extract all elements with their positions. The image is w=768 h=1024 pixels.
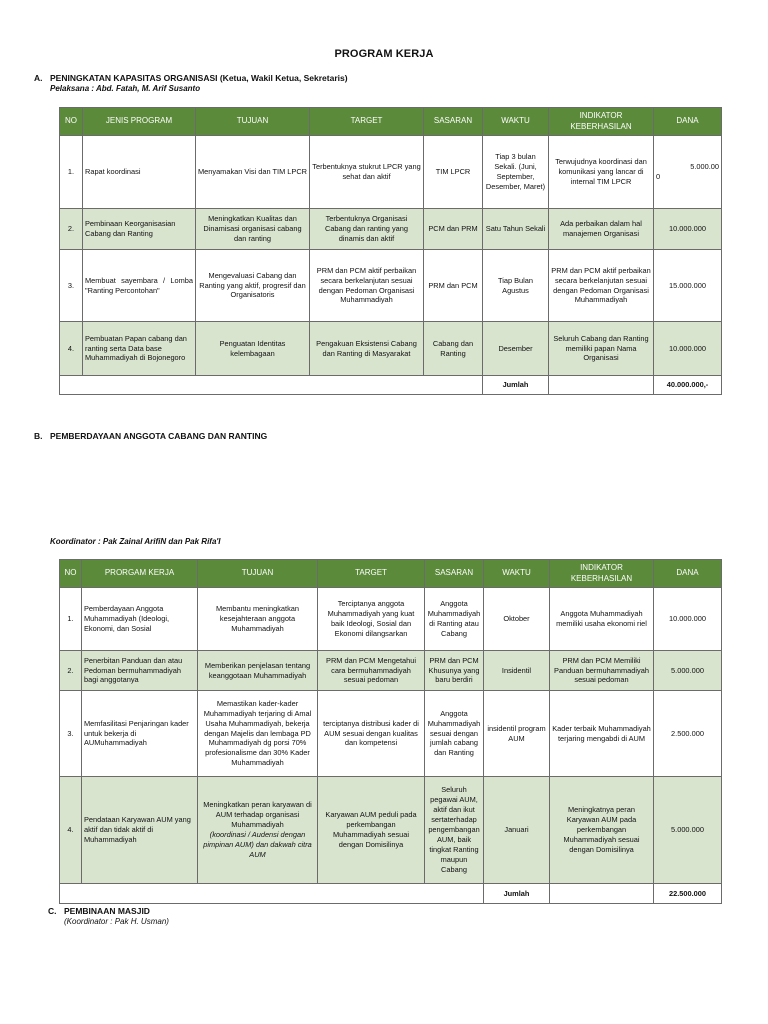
total-label: Jumlah xyxy=(483,376,549,395)
total-value: 22.500.000 xyxy=(654,884,722,904)
table-row xyxy=(60,209,722,250)
cell-waktu: Januari xyxy=(484,777,550,884)
cell-program: Pembinaan Keorganisasian Cabang dan Ranting xyxy=(83,209,196,250)
cell-target: Terciptanya anggota Muhammadiyah yang kuat baik Ideologi, Sosial dan Ekonomi dilangsarkan xyxy=(318,588,425,651)
cell-indikator: Kader terbaik Muhammadiyah terjaring mengabdi di AUM xyxy=(550,691,654,777)
cell-no: 3. xyxy=(60,691,82,777)
cell-tujuan: Membantu meningkatkan kesejahteraan anggota Muhammadiyah xyxy=(198,588,318,651)
header-waktu: WAKTU xyxy=(484,560,550,588)
header-waktu: WAKTU xyxy=(483,108,549,136)
header-program: JENIS PROGRAM xyxy=(83,108,196,136)
cell-indikator: Ada perbaikan dalam hal manajemen Organisasi xyxy=(549,209,654,250)
table-header-row xyxy=(60,108,722,136)
table-section-a xyxy=(59,107,722,395)
cell-no: 3. xyxy=(60,250,83,322)
total-value: 40.000.000,- xyxy=(654,376,722,395)
section-b-coordinator: Koordinator : Pak Zainal ArifiN dan Pak Rifa'I xyxy=(50,537,221,546)
header-sasaran: SASARAN xyxy=(424,108,483,136)
cell-program: Pemberdayaan Anggota Muhammadiyah (Ideologi, Ekonomi, dan Sosial xyxy=(82,588,198,651)
header-program: PRORGAM KERJA xyxy=(82,560,198,588)
cell-sasaran: PRM dan PCM Khusunya yang baru berdiri xyxy=(425,651,484,691)
cell-waktu: Satu Tahun Sekali xyxy=(483,209,549,250)
cell-program: Penerbitan Panduan dan atau Pedoman bermuhammadiyah bagi anggotanya xyxy=(82,651,198,691)
cell-program: Membuat sayembara / Lomba "Ranting Percontohan" xyxy=(83,250,196,322)
cell-waktu: Oktober xyxy=(484,588,550,651)
cell-program: Rapat koordinasi xyxy=(83,136,196,209)
cell-sasaran: Anggota Muhammadiyah sesuai dengan jumlah cabang dan Ranting xyxy=(425,691,484,777)
header-dana: DANA xyxy=(654,108,722,136)
cell-tujuan: Memberikan penjelasan tentang keanggotaan Muhammadiyah xyxy=(198,651,318,691)
table-total-row xyxy=(60,376,722,395)
cell-program: Pembuatan Papan cabang dan ranting serta Data base Muhammadiyah di Bojonegoro xyxy=(83,322,196,376)
total-empty xyxy=(549,376,654,395)
cell-indikator: Anggota Muhammadiyah memiliki usaha ekonomi riel xyxy=(550,588,654,651)
total-empty xyxy=(550,884,654,904)
cell-waktu: Tiap 3 bulan Sekali. (Juni, September, Desember, Maret) xyxy=(483,136,549,209)
header-no: NO xyxy=(60,560,82,588)
cell-sasaran: PCM dan PRM xyxy=(424,209,483,250)
cell-dana: 5.000.000 xyxy=(654,777,722,884)
cell-no: 4. xyxy=(60,322,83,376)
header-target: TARGET xyxy=(310,108,424,136)
table-section-b xyxy=(59,559,722,904)
table-row xyxy=(60,136,722,209)
cell-dana: 5.000.000 xyxy=(654,651,722,691)
header-indikator: INDIKATOR KEBERHASILAN xyxy=(549,108,654,136)
cell-waktu: Desember xyxy=(483,322,549,376)
section-c-title: PEMBINAAN MASJID xyxy=(64,906,150,916)
table-total-row xyxy=(60,884,722,904)
header-tujuan: TUJUAN xyxy=(198,560,318,588)
header-sasaran: SASARAN xyxy=(425,560,484,588)
cell-dana: 10.000.000 xyxy=(654,209,722,250)
section-a-letter: A. xyxy=(34,73,43,83)
table-header-row xyxy=(60,560,722,588)
cell-target: PRM dan PCM aktif perbaikan secara berkelanjutan sesuai dengan Pedoman Organisasi Muhammadiyah xyxy=(310,250,424,322)
header-indikator: INDIKATOR KEBERHASILAN xyxy=(550,560,654,588)
cell-dana: 2.500.000 xyxy=(654,691,722,777)
cell-program: Memfasilitasi Penjaringan kader untuk bekerja di AUMuhammadiyah xyxy=(82,691,198,777)
section-c-coordinator: (Koordinator : Pak H. Usman) xyxy=(64,917,169,926)
section-a-executor: Pelaksana : Abd. Fatah, M. Arif Susanto xyxy=(50,84,201,93)
cell-no: 1. xyxy=(60,136,83,209)
header-dana: DANA xyxy=(654,560,722,588)
header-target: TARGET xyxy=(318,560,425,588)
section-c-heading xyxy=(48,906,150,916)
cell-dana xyxy=(654,136,722,209)
cell-tujuan: Penguatan Identitas kelembagaan xyxy=(196,322,310,376)
cell-sasaran: Seluruh pegawai AUM, aktif dan ikut sertaterhadap pengembangan AUM, baik tingkat Ranting maupun Cabang xyxy=(425,777,484,884)
cell-indikator: PRM dan PCM Memiliki Panduan bermuhammadiyah sesuai pedoman xyxy=(550,651,654,691)
cell-target: terciptanya distribusi kader di AUM sesuai dengan kualitas dan kompetensi xyxy=(318,691,425,777)
cell-tujuan: Menyamakan Visi dan TIM LPCR xyxy=(196,136,310,209)
cell-target: Terbentuknya stukrut LPCR yang sehat dan aktif xyxy=(310,136,424,209)
cell-target: Terbentuknya Organisasi Cabang dan ranting yang dinamis dan aktif xyxy=(310,209,424,250)
table-row xyxy=(60,777,722,884)
total-spacer xyxy=(60,884,484,904)
cell-dana-overflow: 0 xyxy=(656,172,661,181)
cell-no: 2. xyxy=(60,209,83,250)
cell-tujuan: Memastikan kader-kader Muhammadiyah terjaring di Amal Usaha Muhammadiyah, bekerja dengan Majelis dan lembaga PD Muhammadiyah dg porsi 70% profesionalisme dan 30% Kader Muhammadiyah xyxy=(198,691,318,777)
total-spacer xyxy=(60,376,483,395)
total-label: Jumlah xyxy=(484,884,550,904)
cell-dana-value: 5.000.00 xyxy=(690,162,719,172)
cell-target: Karyawan AUM peduli pada perkembangan Muhammadiyah sesuai dengan Domisilinya xyxy=(318,777,425,884)
section-a-heading xyxy=(34,73,348,83)
cell-sasaran: PRM dan PCM xyxy=(424,250,483,322)
section-b-letter: B. xyxy=(34,431,43,441)
cell-target: PRM dan PCM Mengetahui cara bermuhammadiyah sesuai pedoman xyxy=(318,651,425,691)
cell-tujuan: Meningkatkan Kualitas dan Dinamisasi organisasi cabang dan ranting xyxy=(196,209,310,250)
table-row xyxy=(60,588,722,651)
table-row xyxy=(60,651,722,691)
cell-tujuan xyxy=(198,777,318,884)
section-b-heading xyxy=(34,431,267,441)
cell-no: 1. xyxy=(60,588,82,651)
section-b-title: PEMBERDAYAAN ANGGOTA CABANG DAN RANTING xyxy=(50,431,268,441)
table-row xyxy=(60,691,722,777)
cell-indikator: Terwujudnya koordinasi dan komunikasi yang lancar di internal TIM LPCR xyxy=(549,136,654,209)
cell-tujuan-main: Meningkatkan peran karyawan di AUM terhadap organisasi Muhammadiyah xyxy=(203,800,312,830)
cell-tujuan-note: (koordinasi / Audensi dengan pimpinan AUM) dan dakwah citra AUM xyxy=(203,830,312,859)
cell-sasaran: Cabang dan Ranting xyxy=(424,322,483,376)
cell-no: 4. xyxy=(60,777,82,884)
cell-waktu: Insidentil xyxy=(484,651,550,691)
table-row xyxy=(60,322,722,376)
cell-target: Pengakuan Eksistensi Cabang dan Ranting di Masyarakat xyxy=(310,322,424,376)
table-row xyxy=(60,250,722,322)
cell-indikator: Meningkatnya peran Karyawan AUM pada perkembangan Muhammadiyah sesuai dengan Domisilinya xyxy=(550,777,654,884)
cell-program: Pendataan Karyawan AUM yang aktif dan tidak aktif di Muhammadiyah xyxy=(82,777,198,884)
header-tujuan: TUJUAN xyxy=(196,108,310,136)
cell-indikator: PRM dan PCM aktif perbaikan secara berkelanjutan sesuai dengan Pedoman Organisasi Muhammadiyah xyxy=(549,250,654,322)
cell-indikator: Seluruh Cabang dan Ranting memiliki papan Nama Organisasi xyxy=(549,322,654,376)
section-a-title: PENINGKATAN KAPASITAS ORGANISASI (Ketua, Wakil Ketua, Sekretaris) xyxy=(50,73,348,83)
cell-sasaran: Anggota Muhammadiyah di Ranting atau Cabang xyxy=(425,588,484,651)
cell-waktu: Tiap Bulan Agustus xyxy=(483,250,549,322)
cell-tujuan: Mengevaluasi Cabang dan Ranting yang aktif, progresif dan Organisatoris xyxy=(196,250,310,322)
cell-dana: 10.000.000 xyxy=(654,588,722,651)
cell-dana: 10.000.000 xyxy=(654,322,722,376)
section-c-letter: C. xyxy=(48,906,57,916)
header-no: NO xyxy=(60,108,83,136)
cell-no: 2. xyxy=(60,651,82,691)
cell-sasaran: TIM LPCR xyxy=(424,136,483,209)
cell-waktu: insidentil program AUM xyxy=(484,691,550,777)
page-title: PROGRAM KERJA xyxy=(334,48,434,60)
cell-dana: 15.000.000 xyxy=(654,250,722,322)
